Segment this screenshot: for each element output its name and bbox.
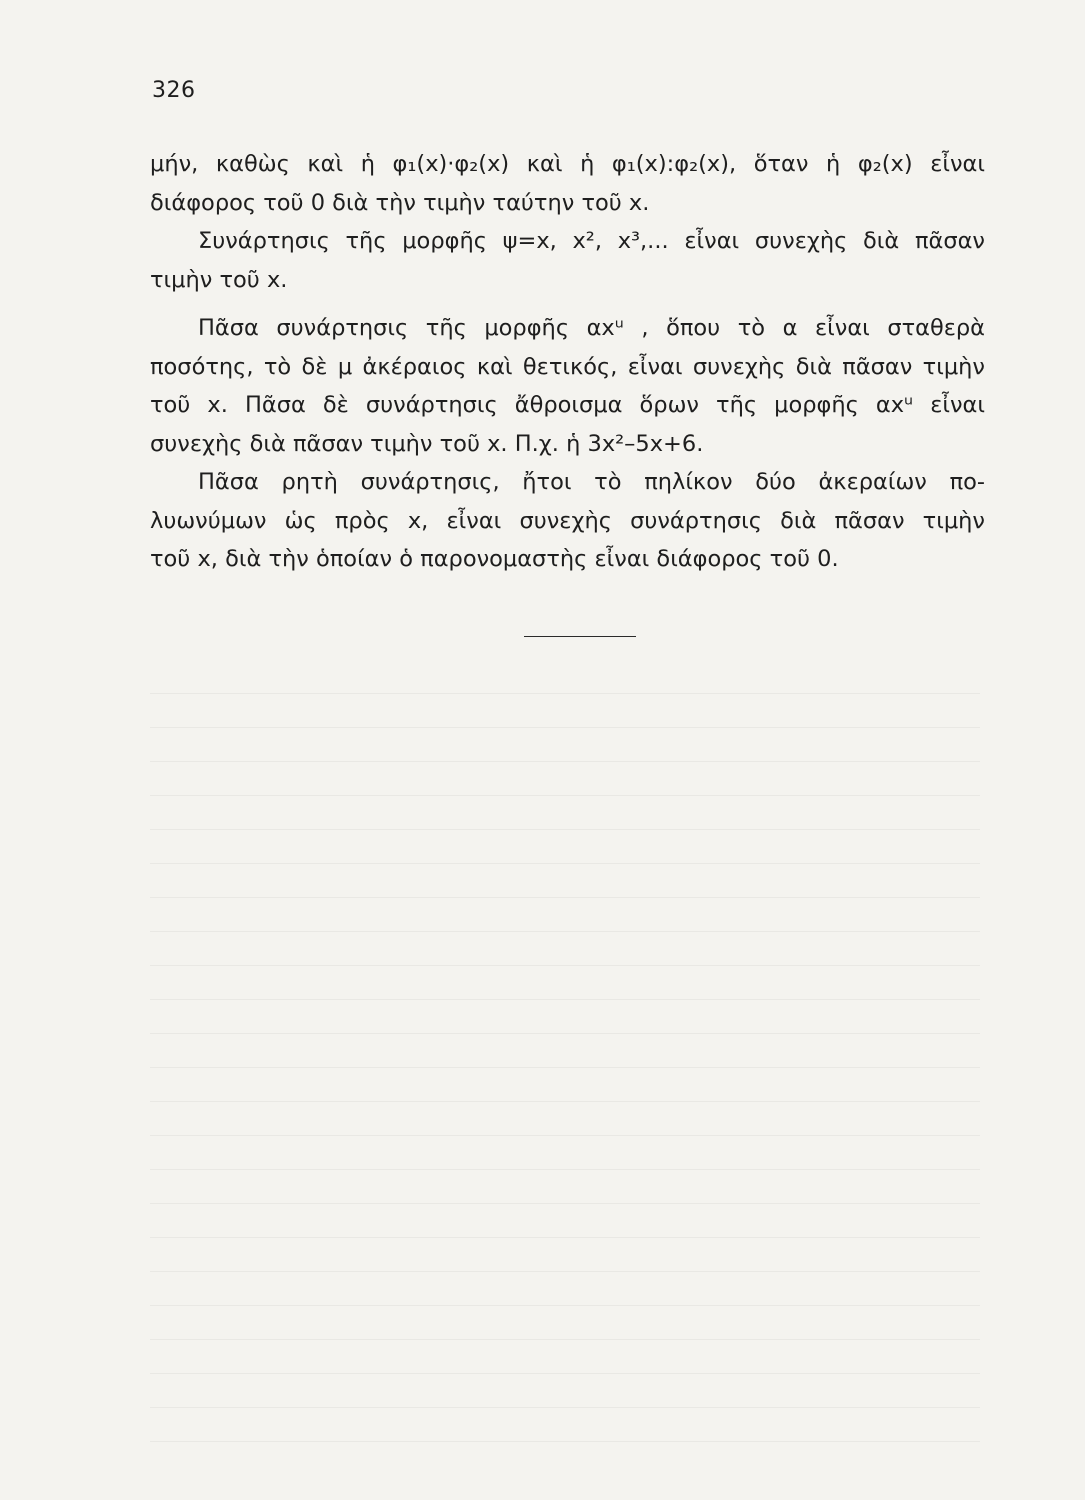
text-line: λυωνύμων ὡς πρὸς x, εἶναι συνεχὴς συνάρτησις διὰ πᾶσαν τιμὴν bbox=[150, 507, 985, 534]
text-line: διάφορος τοῦ 0 διὰ τὴν τιμὴν ταύτην τοῦ x. bbox=[150, 189, 650, 216]
text-line: μήν, καθὼς καὶ ἡ φ₁(x)·φ₂(x) καὶ ἡ φ₁(x):φ₂(x), ὅταν ἡ φ₂(x) εἶναι bbox=[150, 151, 985, 177]
section-divider bbox=[524, 636, 636, 637]
page-number: 326 bbox=[152, 78, 196, 103]
text-line: Συνάρτησις τῆς μορφῆς ψ=x, x², x³,... εἶναι συνεχὴς διὰ πᾶσαν bbox=[198, 228, 985, 254]
text-line: συνεχὴς διὰ πᾶσαν τιμὴν τοῦ x. Π.χ. ἡ 3x²–5x+6. bbox=[150, 430, 704, 457]
text-line: τιμὴν τοῦ x. bbox=[150, 266, 288, 293]
text-line: Πᾶσα συνάρτησις τῆς μορφῆς αxᵘ , ὅπου τὸ α εἶναι σταθερὰ bbox=[198, 315, 985, 341]
body-text bbox=[150, 145, 985, 579]
show-through-texture bbox=[150, 660, 980, 1442]
text-line: τοῦ x. Πᾶσα δὲ συνάρτησις ἄθροισμα ὅρων τῆς μορφῆς αxᵘ εἶναι bbox=[150, 392, 985, 418]
text-line: τοῦ x, διὰ τὴν ὁποίαν ὁ παρονομαστὴς εἶναι διάφορος τοῦ 0. bbox=[150, 546, 839, 572]
text-line: ποσότης, τὸ δὲ μ ἀκέραιος καὶ θετικός, εἶναι συνεχὴς διὰ πᾶσαν τιμὴν bbox=[150, 353, 985, 380]
text-line: Πᾶσα ρητὴ συνάρτησις, ἤτοι τὸ πηλίκον δύο ἀκεραίων πο- bbox=[198, 469, 985, 495]
